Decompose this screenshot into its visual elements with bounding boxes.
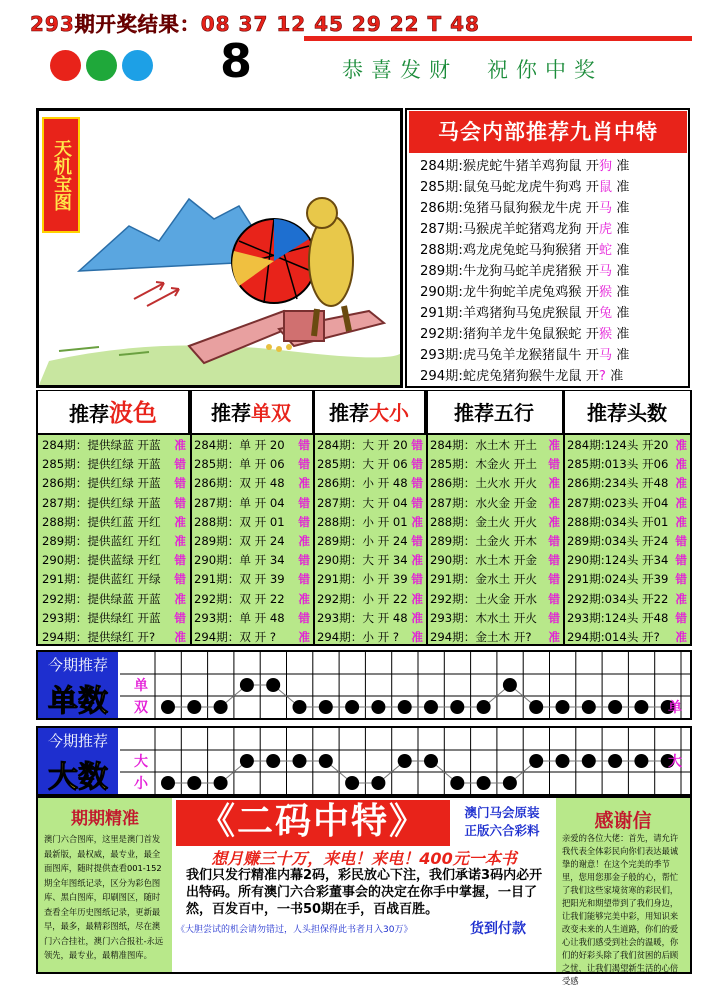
result-mark: 错	[174, 476, 186, 491]
grid-row-head: 292期:034头 开22 准	[567, 590, 689, 609]
grid-row-size: 285期：大 开 06 错	[317, 455, 425, 474]
grid-row-element: 293期：木水土 开火 错	[430, 609, 562, 628]
result-mark: 错	[548, 610, 560, 625]
trend-point	[371, 776, 385, 790]
result-mark: 准	[174, 438, 186, 452]
left-box-title: 期期精准	[71, 809, 139, 829]
result-mark: 准	[675, 476, 687, 491]
result-mark: 准	[675, 495, 687, 510]
grid-row-element: 292期：土火金 开水 错	[430, 590, 562, 609]
result-mark: 错	[548, 457, 560, 472]
grid-row-oddeven: 286期：双 开 48 准	[194, 474, 312, 493]
oddeven-header: 推荐单双	[190, 391, 314, 435]
grid-row-oddeven: 291期：双 开 39 错	[194, 570, 312, 589]
puzzle-picture	[36, 108, 403, 388]
trend-point	[503, 678, 517, 692]
pay-on-delivery: 货到付款	[470, 921, 526, 937]
result-mark: 准	[548, 630, 560, 644]
result-mark: 错	[411, 495, 423, 510]
result-mark: 准	[174, 514, 186, 529]
grid-row-size: 291期：小 开 39 错	[317, 570, 425, 589]
right-box-title: 感谢信	[594, 810, 652, 832]
result-mark: 错	[548, 572, 560, 587]
result-mark: 错	[298, 514, 310, 529]
result-mark: 错	[675, 610, 687, 625]
trend-point	[556, 700, 570, 714]
grid-row-color: 288期：提供红蓝 开红 准	[42, 513, 188, 532]
grid-row-element: 289期：土金火 开木 错	[430, 532, 562, 551]
trend-point	[450, 700, 464, 714]
grid-row-oddeven: 284期：单 开 20 错	[194, 436, 312, 455]
grid-divider	[313, 391, 315, 645]
oddeven-trend-label: 今期推荐 单数	[38, 652, 118, 718]
trend-point	[634, 700, 648, 714]
two-code-banner: 《二码中特》	[176, 800, 450, 846]
issue-number: 8	[220, 34, 253, 88]
oddeven-trend-plot	[120, 652, 690, 718]
grid-row-oddeven: 289期：双 开 24 准	[194, 532, 312, 551]
zodiac-row: 292期:猪狗羊龙牛兔鼠猴蛇 开猴 准	[420, 327, 630, 342]
left-box-text: 澳门六合图库，这里是澳门首发最新版，最权威，最专业，最全面图库，随时提供查看001-152期全年图纸记录，区分为彩色图库、黑白图库，印刷图区，随时查看全年历史图纸记录，更新最早，最多，最精彩图纸，尽在澳门六合挂社，澳门六合报社-永远领先，最专业，最精准图库。	[44, 834, 164, 960]
grid-row-color: 290期：提供蓝绿 开红 错	[42, 551, 188, 570]
result-mark: 准	[675, 457, 687, 472]
element-header: 推荐五行	[426, 391, 564, 435]
red-ball-icon	[50, 50, 81, 81]
zodiac-row: 290期:龙牛狗蛇羊虎兔鸡猴 开猴 准	[420, 285, 630, 300]
grid-row-color: 284期：提供绿蓝 开蓝 准	[42, 436, 188, 455]
trend-point	[345, 700, 359, 714]
grid-row-head: 286期:234头 开48 准	[567, 474, 689, 493]
grid-row-color: 294期：提供绿红 开? 准	[42, 628, 188, 647]
grid-row-color: 292期：提供绿蓝 开蓝 准	[42, 590, 188, 609]
result-mark: 错	[411, 572, 423, 587]
grid-row-head: 285期:013头 开06 准	[567, 455, 689, 474]
result-mark: 准	[411, 610, 423, 625]
trend-point	[634, 754, 648, 768]
oddeven-trend-chart	[36, 650, 692, 720]
zodiac-row: 284期:猴虎蛇牛猪羊鸡狗鼠 开狗 准	[420, 159, 630, 174]
result-mark: 准	[174, 630, 186, 644]
grid-row-head: 290期:124头 开34 错	[567, 551, 689, 570]
grid-row-element: 284期：水土木 开土 准	[430, 436, 562, 455]
grid-row-head: 294期:014头 开? 准	[567, 628, 689, 647]
grid-divider	[426, 391, 428, 645]
result-mark: 准	[174, 534, 186, 548]
green-ball-icon	[86, 50, 117, 81]
zodiac-row: 293期:虎马兔羊龙猴猪鼠牛 开马 准	[420, 348, 630, 363]
trend-point	[187, 776, 201, 790]
result-mark: 准	[411, 553, 423, 568]
result-mark: 准	[548, 476, 560, 491]
promo-footnote: 《大胆尝试的机会请勿错过，人头担保得此书者月入30万》	[176, 925, 413, 935]
trend-row-top-label: 大	[134, 754, 148, 770]
grid-row-head: 288期:034头 开01 准	[567, 513, 689, 532]
trend-point	[319, 700, 333, 714]
result-mark: 错	[548, 534, 560, 548]
size-trend-plot	[120, 728, 690, 794]
grid-row-element: 285期：木金火 开土 错	[430, 455, 562, 474]
zodiac-row: 285期:鼠兔马蛇龙虎牛狗鸡 开鼠 准	[420, 180, 630, 195]
zodiac-row: 286期:兔猪马鼠狗猴龙牛虎 开马 准	[420, 201, 630, 216]
result-mark: 错	[298, 610, 310, 625]
trend-point	[608, 754, 622, 768]
size-header: 推荐大小	[314, 391, 426, 435]
result-mark: 准	[675, 591, 687, 606]
grid-row-color: 287期：提供红绿 开蓝 错	[42, 494, 188, 513]
trend-row-bottom-label: 双	[134, 700, 148, 716]
grid-row-size: 293期：大 开 48 准	[317, 609, 425, 628]
zodiac-row: 294期:蛇虎兔猪狗猴牛龙鼠 开? 准	[420, 369, 624, 384]
head-header: 推荐头数	[564, 391, 690, 435]
promo-body: 我们只发行精准内幕2码，彩民放心下注，我们承诺3码内必开出特码。所有澳门六合彩董事会的决定在你手中掌握，一目了然，百发百中，一书50期在手，百战百胜。	[186, 868, 543, 917]
result-mark: 错	[298, 438, 310, 452]
zodiac-row: 289期:牛龙狗马蛇羊虎猪猴 开马 准	[420, 264, 630, 279]
draw-result-header: 293期开奖结果：08 37 12 45 29 22 T 48	[30, 12, 480, 36]
picture-title: 天机宝图	[42, 117, 80, 233]
result-mark: 准	[298, 591, 310, 606]
grid-row-oddeven: 294期：双 开 ? 准	[194, 628, 312, 647]
result-mark: 准	[298, 476, 310, 491]
trend-point	[582, 700, 596, 714]
trend-end-label: 单	[668, 700, 682, 716]
trend-point	[214, 700, 228, 714]
trend-point	[293, 700, 307, 714]
trend-point	[529, 754, 543, 768]
result-mark: 准	[411, 630, 423, 644]
zodiac-row: 287期:马猴虎羊蛇猪鸡龙狗 开虎 准	[420, 222, 630, 237]
size-trend-label: 今期推荐 大数	[38, 728, 118, 794]
grid-row-element: 287期：水火金 开金 准	[430, 494, 562, 513]
trend-point	[161, 776, 175, 790]
trend-point	[266, 678, 280, 692]
grid-row-element: 288期：金土火 开火 准	[430, 513, 562, 532]
zodiac-title: 马会内部推荐九肖中特	[409, 111, 687, 153]
promo-line: 想月赚三十万，来电！来电！400元一本书	[211, 849, 517, 868]
trend-point	[556, 754, 570, 768]
trend-point	[240, 678, 254, 692]
grid-row-color: 285期：提供红绿 开蓝 错	[42, 455, 188, 474]
grid-row-head: 287期:023头 开04 准	[567, 494, 689, 513]
grid-row-size: 294期：小 开 ? 准	[317, 628, 425, 647]
trend-row-bottom-label: 小	[134, 776, 148, 792]
grid-divider	[563, 391, 565, 645]
result-mark: 准	[411, 514, 423, 529]
result-mark: 错	[548, 591, 560, 606]
grid-row-element: 290期：水土木 开金 错	[430, 551, 562, 570]
trend-point	[240, 754, 254, 768]
trend-point	[214, 776, 228, 790]
grid-row-oddeven: 288期：双 开 01 错	[194, 513, 312, 532]
grid-row-element: 286期：土火水 开火 准	[430, 474, 562, 493]
trend-point	[398, 700, 412, 714]
blue-ball-icon	[122, 50, 153, 81]
result-mark: 错	[298, 495, 310, 510]
result-mark: 错	[174, 610, 186, 625]
result-mark: 准	[548, 514, 560, 529]
result-mark: 准	[675, 514, 687, 529]
size-trend-chart	[36, 726, 692, 796]
grid-row-oddeven: 285期：单 开 06 错	[194, 455, 312, 474]
grid-row-size: 288期：小 开 01 准	[317, 513, 425, 532]
result-mark: 准	[548, 438, 560, 452]
result-mark: 错	[298, 553, 310, 568]
grid-row-oddeven: 287期：单 开 04 错	[194, 494, 312, 513]
result-mark: 准	[298, 534, 310, 548]
grid-row-color: 286期：提供红绿 开蓝 错	[42, 474, 188, 493]
result-mark: 错	[675, 553, 687, 568]
header-divider	[304, 36, 692, 41]
grid-row-head: 293期:124头 开48 错	[567, 609, 689, 628]
color-header: 推荐波色	[38, 391, 190, 435]
trend-point	[424, 754, 438, 768]
grid-row-size: 292期：小 开 22 准	[317, 590, 425, 609]
trend-point	[371, 700, 385, 714]
trend-point	[450, 776, 464, 790]
trend-point	[293, 754, 307, 768]
trend-point	[503, 776, 517, 790]
result-mark: 错	[675, 572, 687, 587]
macau-title: 澳门马会原装 正版六合彩料	[464, 805, 540, 838]
grid-row-element: 291期：金水土 开火 错	[430, 570, 562, 589]
result-mark: 错	[411, 457, 423, 472]
trend-row-top-label: 单	[134, 678, 148, 694]
result-mark: 错	[174, 553, 186, 568]
grid-row-color: 291期：提供蓝红 开绿 错	[42, 570, 188, 589]
grid-row-head: 291期:024头 开39 错	[567, 570, 689, 589]
result-mark: 错	[411, 534, 423, 548]
bear-ball-illustration	[39, 111, 400, 385]
trend-point	[345, 776, 359, 790]
grid-row-color: 293期：提供绿红 开蓝 错	[42, 609, 188, 628]
grid-row-head: 289期:034头 开24 错	[567, 532, 689, 551]
zodiac-row: 291期:羊鸡猪狗马兔虎猴鼠 开兔 准	[420, 306, 630, 321]
grid-row-size: 290期：大 开 34 准	[317, 551, 425, 570]
trend-point	[582, 754, 596, 768]
slogan: 恭喜发财 祝你中奖	[342, 58, 603, 82]
grid-row-size: 287期：大 开 04 错	[317, 494, 425, 513]
trend-point	[477, 776, 491, 790]
trend-point	[161, 700, 175, 714]
trend-point	[398, 754, 412, 768]
result-mark: 错	[675, 534, 687, 548]
result-mark: 准	[675, 438, 687, 452]
trend-point	[424, 700, 438, 714]
result-mark: 错	[174, 495, 186, 510]
trend-point	[187, 700, 201, 714]
result-mark: 错	[174, 572, 186, 587]
trend-end-label: 大	[668, 754, 682, 770]
result-mark: 错	[411, 476, 423, 491]
grid-row-size: 286期：小 开 48 错	[317, 474, 425, 493]
result-mark: 准	[411, 591, 423, 606]
result-mark: 错	[298, 457, 310, 472]
trend-point	[608, 700, 622, 714]
grid-row-size: 284期：大 开 20 错	[317, 436, 425, 455]
result-mark: 错	[411, 438, 423, 452]
result-mark: 错	[298, 572, 310, 587]
grid-row-size: 289期：小 开 24 错	[317, 532, 425, 551]
trend-point	[477, 700, 491, 714]
trend-point	[529, 700, 543, 714]
result-mark: 准	[298, 630, 310, 644]
grid-row-oddeven: 293期：单 开 48 错	[194, 609, 312, 628]
result-mark: 准	[548, 495, 560, 510]
result-mark: 错	[174, 457, 186, 472]
grid-row-oddeven: 290期：单 开 34 错	[194, 551, 312, 570]
result-mark: 准	[675, 630, 687, 644]
grid-divider	[190, 391, 192, 645]
result-mark: 准	[174, 591, 186, 606]
right-box-text: 亲爱的各位大佬：首先，请允许我代表全体彩民向你们表达最诚挚的谢意！在这个完美的季节里，您用您那金子般的心，帮忙了我们这些家境贫寒的彩民们，把阳光和期望带到了我们身边，让我们能够完美中彩，用知识来改变未来的人生道路，你们的爱心让我们感受到社会的温暖，你们的好彩头除了我们贫困的后顾之忧，让我们渴望新生活的心倍受感	[562, 833, 679, 986]
grid-row-head: 284期:124头 开20 准	[567, 436, 689, 455]
result-mark: 错	[548, 553, 560, 568]
zodiac-row: 288期:鸡龙虎兔蛇马狗猴猪 开蛇 准	[420, 243, 630, 258]
grid-row-color: 289期：提供蓝红 开红 准	[42, 532, 188, 551]
trend-point	[319, 754, 333, 768]
grid-row-element: 294期：金土木 开? 准	[430, 628, 562, 647]
grid-row-oddeven: 292期：双 开 22 准	[194, 590, 312, 609]
trend-point	[266, 754, 280, 768]
